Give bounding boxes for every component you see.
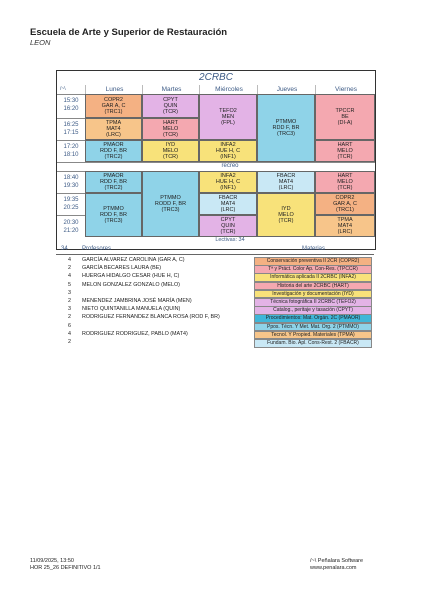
class-cell-line: CPYT	[163, 96, 178, 103]
teacher-row	[56, 305, 374, 313]
footer-right	[310, 558, 363, 572]
class-cell-line: (TCR)	[337, 185, 353, 192]
teacher-row	[56, 272, 374, 280]
subject-label: Fundam. Bio. Apl. Cons-Rest. 2 (FBACR)	[254, 339, 372, 348]
class-cell-line: (LRC)	[278, 185, 294, 192]
class-cell-line: BE	[341, 113, 349, 120]
class-cell-line: (LRC)	[337, 229, 353, 236]
class-cell-line: MELO	[337, 178, 353, 185]
class-cell-line: MAT4	[106, 125, 121, 132]
teacher-list-header	[56, 246, 374, 255]
class-cell-line: TPMA	[105, 119, 122, 126]
teacher-name: RODRIGUEZ RODRIGUEZ, PABLO (MAT4)	[82, 330, 188, 337]
class-cell-line: (TCR)	[163, 109, 178, 116]
teacher-row	[56, 322, 374, 330]
class-cell[interactable]	[199, 215, 257, 237]
class-cell[interactable]	[199, 193, 257, 215]
time-label: 17:20 18:10	[63, 144, 79, 158]
class-cell-line: PMAOR	[103, 141, 124, 148]
header-materias: Materias	[302, 246, 326, 252]
teacher-row	[56, 289, 374, 297]
class-cell-line: (TRC2)	[104, 185, 123, 192]
class-cell[interactable]	[142, 140, 199, 162]
class-cell-line: PTMMO	[103, 205, 124, 212]
class-cell[interactable]	[315, 193, 375, 215]
class-cell-line: TPMA	[337, 216, 353, 223]
subject-label: Informática aplicada II 2CRBC (INFA2)	[254, 273, 372, 282]
class-cell[interactable]	[85, 140, 142, 162]
teacher-hours: 4	[68, 273, 71, 280]
class-cell-line: GAR A, C	[101, 102, 126, 109]
class-cell-line: COPR2	[104, 96, 123, 103]
class-cell-line: (FPL)	[221, 120, 235, 127]
teacher-hours: 3	[68, 306, 71, 313]
class-cell[interactable]	[199, 171, 257, 193]
class-cell-line: (TRC2)	[104, 154, 123, 161]
class-cell-line: HART	[337, 141, 353, 148]
subject-label: Tecnol. Y Propied. Materiales (TPMA)	[254, 331, 372, 340]
class-cell-line: (LRC)	[106, 132, 121, 139]
class-cell-line: PTMMO	[275, 118, 297, 125]
class-cell-line: IYD	[165, 141, 176, 148]
class-cell-line: FBACR	[276, 172, 296, 179]
class-cell-line: (TCR)	[220, 229, 236, 236]
class-cell-line: RDD F, BR	[100, 211, 127, 218]
teacher-name: GARCÍA ALVAREZ CAROLINA (GAR A, C)	[82, 257, 185, 263]
class-cell-line: RDD F, BR	[100, 147, 127, 154]
class-cell-line: MAT4	[337, 222, 353, 229]
class-cell[interactable]	[257, 171, 315, 193]
class-cell-line: QUIN	[221, 222, 235, 229]
school-name: Escuela de Arte y Superior de Restauración	[30, 27, 228, 38]
class-cell-line: MAT4	[220, 200, 236, 207]
teacher-name: MENENDEZ JAMBRINA JOSÉ MARÍA (MEN)	[82, 298, 192, 304]
subject-label: Ppos. Técn. Y Met. Mat. Org. 2 (PTMMO)	[254, 323, 372, 332]
subject-label: Historia del arte 2CRBC (HART)	[254, 282, 372, 291]
class-cell-line: MELO	[162, 147, 179, 154]
brand-url: www.penalara.com	[310, 565, 357, 571]
class-cell-line: MAT4	[278, 178, 294, 185]
class-cell[interactable]	[315, 215, 375, 237]
teacher-hours: 5	[68, 281, 71, 288]
teacher-name: MELON GONZALEZ GONZALO (MELO)	[82, 281, 180, 288]
class-cell-line: TPCCR	[335, 107, 355, 114]
class-cell[interactable]	[199, 140, 257, 162]
class-cell-line: (TRC1)	[104, 109, 123, 116]
timetable	[56, 70, 376, 250]
recreo-label: recreo	[221, 163, 239, 169]
class-cell-line: MELO	[162, 125, 179, 132]
class-cell-line: (TCR)	[163, 132, 178, 139]
teacher-row	[56, 313, 374, 321]
class-cell-line: COPR2	[335, 194, 355, 201]
group-title: 2CRBC	[199, 72, 233, 83]
class-cell[interactable]	[315, 171, 375, 193]
teacher-row	[56, 264, 374, 272]
class-cell-line: INFA2	[220, 141, 236, 148]
subject-label: Catalog., peritaje y tasación (CPYT)	[254, 306, 372, 315]
document-id: HOR 25_26 DEFINITIVO 1/1	[30, 565, 101, 571]
teacher-row	[56, 330, 374, 338]
class-cell-line: (TRC1)	[335, 207, 355, 214]
teacher-hours: 2	[68, 298, 71, 304]
class-cell[interactable]	[85, 94, 142, 118]
class-cell-line: (TRC3)	[276, 131, 296, 138]
teacher-name: RODRIGUEZ FERNANDEZ BLANCA ROSA (ROD F, BR)	[82, 314, 220, 321]
teacher-hours: 4	[68, 257, 71, 263]
day-header-martes: Martes	[142, 85, 200, 94]
class-cell[interactable]	[142, 118, 199, 140]
subject-label: Procedimientos: Mat. Orgán. 2C (PMAOR)	[254, 314, 372, 323]
corner-logo: /~\	[60, 86, 66, 92]
class-cell-line: HART	[163, 119, 178, 126]
teacher-row	[56, 281, 374, 289]
subject-label: Técnica fotográfica II 2CRBC (TEFO2)	[254, 298, 372, 307]
subject-label: Tª y Práct. Color Ap. Con-Res. (TPCCR)	[254, 265, 372, 274]
teacher-row	[56, 338, 374, 346]
class-cell-line: RODD F, BR	[154, 200, 187, 207]
class-cell-line: GAR A, C	[333, 200, 357, 207]
class-cell[interactable]	[85, 118, 142, 140]
class-cell-line: (DI-A)	[337, 120, 353, 127]
class-cell-line: PMAOR	[103, 172, 124, 179]
class-cell-line: QUIN	[163, 102, 178, 109]
teacher-hours: 2	[68, 265, 71, 272]
class-cell-line: (TCR)	[163, 154, 178, 161]
class-cell-line: TEFO2	[219, 107, 237, 114]
class-cell[interactable]	[315, 140, 375, 162]
time-label: 16:25 17:15	[63, 122, 79, 136]
class-cell-line: MELO	[337, 147, 353, 154]
class-cell-line: (TRC3)	[161, 207, 180, 214]
teacher-name: NIETO QUINTANILLA MANUELA (QUIN)	[82, 306, 181, 313]
header-profesores: Profesores	[82, 246, 112, 252]
teacher-name: GARCÍA BECARES LAURA (BE)	[82, 265, 162, 272]
class-cell[interactable]	[142, 94, 199, 118]
class-cell[interactable]	[257, 193, 315, 237]
subject-label: Conservación preventiva II 2CR (COPR2)	[254, 257, 372, 266]
school-city: LEON	[30, 38, 51, 47]
class-cell-line: INFA2	[220, 172, 236, 179]
class-cell-line: RDD F, BR	[100, 178, 127, 185]
class-cell-line: MELO	[278, 211, 294, 218]
class-cell[interactable]	[142, 171, 199, 237]
class-cell-line: MEN	[221, 113, 235, 120]
class-cell[interactable]	[315, 94, 375, 140]
teacher-row	[56, 297, 374, 305]
class-cell-line: HART	[337, 172, 353, 179]
class-cell[interactable]	[199, 94, 257, 140]
class-cell-line: RDD F, BR	[272, 124, 300, 131]
class-cell-line: FBACR	[218, 194, 238, 201]
class-cell-line: CPYT	[220, 216, 236, 223]
class-cell-line: (INF1)	[220, 154, 236, 161]
day-header-lunes: Lunes	[85, 85, 143, 94]
teacher-name: HUERGA HIDALGO CESAR (HUE H, C)	[82, 273, 180, 280]
teacher-row	[56, 256, 374, 264]
class-cell-line: (TCR)	[337, 154, 353, 161]
class-cell-line: HUE H, C	[215, 178, 241, 185]
class-cell[interactable]	[257, 94, 315, 162]
teacher-hours: 2	[68, 339, 71, 345]
class-cell-line: (TCR)	[278, 218, 294, 225]
class-cell-line: (INF1)	[220, 185, 236, 192]
day-header-viernes: Viernes	[315, 85, 376, 94]
teacher-hours: 3	[68, 289, 71, 296]
time-label: 19:35 20:25	[63, 197, 79, 211]
day-header-jueves: Jueves	[257, 85, 316, 94]
class-cell[interactable]	[85, 171, 142, 193]
subject-label: Investigación y documentación (IYD)	[254, 290, 372, 299]
lectivas-label: Lectivas: 34	[215, 237, 245, 243]
teacher-count: 34	[61, 246, 68, 252]
day-header-miercoles: Miércoles	[199, 85, 258, 94]
class-cell-line: (LRC)	[220, 207, 236, 214]
footer-left	[30, 558, 101, 572]
class-cell-line: IYD	[281, 205, 291, 212]
class-cell-line: HUE H, C	[215, 147, 241, 154]
time-label: 18:40 19:30	[63, 175, 79, 189]
teacher-hours: 6	[68, 322, 71, 329]
teacher-hours: 4	[68, 330, 71, 337]
print-date: 11/09/2025, 13:50	[30, 558, 74, 564]
class-cell-line: (TRC3)	[104, 218, 123, 225]
class-cell[interactable]	[85, 193, 142, 237]
brand-name: /~\ Peñalara Software	[310, 558, 364, 564]
class-cell-line: PTMMO	[160, 194, 181, 201]
time-label: 20:30 21:20	[63, 220, 79, 234]
teacher-hours: 2	[68, 314, 71, 321]
time-label: 15:30 16:20	[63, 98, 79, 112]
